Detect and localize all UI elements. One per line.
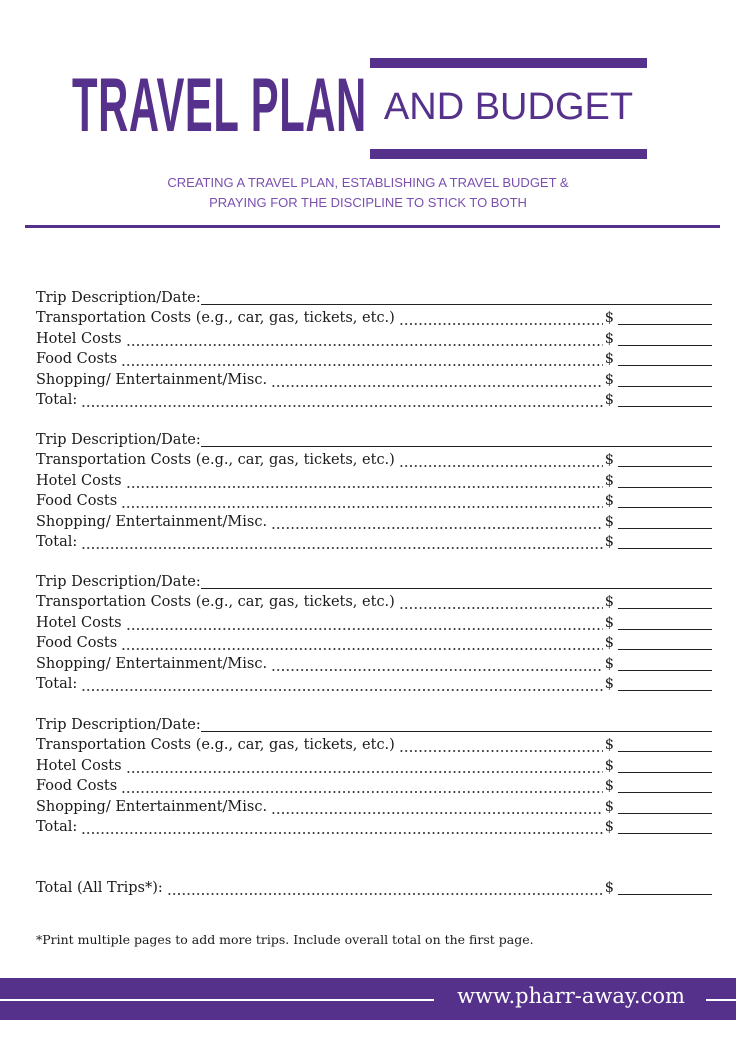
currency-sign: $ [604,594,614,610]
dot-leader [399,735,603,755]
food-costs-amount-field[interactable] [618,492,712,508]
trip-description-label: Trip Description/Date: [36,431,201,448]
subtitle-line-2: PRAYING FOR THE DISCIPLINE TO STICK TO BOTH [209,195,527,210]
transportation-costs-line [36,308,712,329]
currency-sign: $ [604,330,614,347]
food-costs-amount-field[interactable] [618,777,712,793]
dot-leader [121,633,603,653]
currency-sign: $ [604,614,614,631]
dot-leader [126,329,603,349]
food-costs-line [36,491,712,512]
trip-total-label: Total: [36,819,78,835]
trip-total-line [36,674,712,695]
trip-block [36,714,712,837]
trip-description-line [36,571,712,592]
page-title-left: TRAVEL PLAN [72,63,367,148]
food-costs-line [36,776,712,797]
currency-sign: $ [604,371,614,388]
currency-sign: $ [604,819,614,835]
dot-leader [121,349,603,369]
trip-total-amount-field[interactable] [618,533,712,549]
footer-rule-left [0,999,434,1001]
currency-sign: $ [604,472,614,489]
transportation-costs-amount-field[interactable] [618,593,712,609]
trip-total-label: Total: [36,534,78,550]
transportation-costs-amount-field[interactable] [618,451,712,467]
currency-sign: $ [604,757,614,774]
hotel-costs-amount-field[interactable] [618,472,712,488]
dot-leader [271,797,603,817]
food-costs-amount-field[interactable] [618,350,712,366]
dot-leader [271,654,603,674]
transportation-costs-amount-field[interactable] [618,736,712,752]
currency-sign: $ [604,534,614,550]
footer-url[interactable]: www.pharr-away.com [457,984,685,1008]
currency-sign: $ [604,635,614,651]
shopping-entertainment-misc-amount-field[interactable] [618,798,712,814]
food-costs-line [36,633,712,654]
transportation-costs-label: Transportation Costs (e.g., car, gas, tickets, etc.) [36,310,395,326]
currency-sign: $ [604,392,614,408]
dot-leader [126,613,603,633]
currency-sign: $ [604,351,614,367]
shopping-entertainment-misc-amount-field[interactable] [618,513,712,529]
currency-sign: $ [604,310,614,326]
grand-total-section [36,877,712,898]
shopping-entertainment-misc-line [36,653,712,674]
currency-sign: $ [604,513,614,530]
trip-total-label: Total: [36,392,78,408]
dot-leader [81,674,602,694]
title-bar-bottom [370,149,647,159]
dot-leader [399,592,603,612]
hotel-costs-line [36,612,712,633]
food-costs-label: Food Costs [36,635,118,651]
dot-leader [126,471,603,491]
dot-leader [81,390,602,410]
grand-total-line [36,877,712,898]
currency-sign: $ [604,676,614,692]
food-costs-line [36,349,712,370]
hotel-costs-label: Hotel Costs [36,330,122,347]
dot-leader [121,776,603,796]
dot-leader [271,512,603,532]
food-costs-amount-field[interactable] [618,634,712,650]
header-divider [25,225,720,228]
trip-block [36,429,712,552]
hotel-costs-label: Hotel Costs [36,614,122,631]
footnote: *Print multiple pages to add more trips. Include overall total on the first page. [36,932,534,947]
subtitle-line-1: CREATING A TRAVEL PLAN, ESTABLISHING A TRAVEL BUDGET & [167,175,569,190]
dot-leader [81,817,602,837]
trip-description-line [36,287,712,308]
grand-total-amount-field[interactable] [618,879,712,895]
trip-total-label: Total: [36,676,78,692]
hotel-costs-line [36,755,712,776]
transportation-costs-line [36,735,712,756]
currency-sign: $ [604,493,614,509]
shopping-entertainment-misc-amount-field[interactable] [618,655,712,671]
trip-description-label: Trip Description/Date: [36,573,201,590]
trip-block [36,571,712,694]
hotel-costs-label: Hotel Costs [36,757,122,774]
trip-block [36,287,712,410]
shopping-entertainment-misc-label: Shopping/ Entertainment/Misc. [36,655,268,672]
hotel-costs-line [36,470,712,491]
trip-description-field[interactable] [201,716,712,732]
dot-leader [167,878,603,898]
trip-total-amount-field[interactable] [618,391,712,407]
hotel-costs-line [36,328,712,349]
grand-total-label: Total (All Trips*): [36,879,163,896]
dot-leader [271,370,603,390]
hotel-costs-amount-field[interactable] [618,757,712,773]
currency-sign: $ [604,879,614,896]
shopping-entertainment-misc-label: Shopping/ Entertainment/Misc. [36,798,268,815]
currency-sign: $ [604,655,614,672]
transportation-costs-line [36,450,712,471]
trip-total-line [36,532,712,553]
trip-description-line [36,714,712,735]
food-costs-label: Food Costs [36,778,118,794]
currency-sign: $ [604,778,614,794]
hotel-costs-label: Hotel Costs [36,472,122,489]
shopping-entertainment-misc-line [36,796,712,817]
page-title-right: AND BUDGET [383,86,634,128]
trip-description-line [36,429,712,450]
trip-description-label: Trip Description/Date: [36,289,201,306]
trip-description-label: Trip Description/Date: [36,716,201,733]
transportation-costs-label: Transportation Costs (e.g., car, gas, tickets, etc.) [36,452,395,468]
shopping-entertainment-misc-label: Shopping/ Entertainment/Misc. [36,513,268,530]
currency-sign: $ [604,737,614,753]
dot-leader [81,532,602,552]
trip-total-line [36,390,712,411]
shopping-entertainment-misc-label: Shopping/ Entertainment/Misc. [36,371,268,388]
transportation-costs-label: Transportation Costs (e.g., car, gas, tickets, etc.) [36,594,395,610]
footer-rule-right [706,999,736,1001]
trip-total-amount-field[interactable] [618,818,712,834]
subtitle [60,173,676,213]
trip-description-field[interactable] [201,431,712,447]
currency-sign: $ [604,798,614,815]
food-costs-label: Food Costs [36,493,118,509]
dot-leader [399,308,603,328]
trip-description-field[interactable] [201,573,712,589]
dot-leader [121,491,603,511]
trip-total-amount-field[interactable] [618,675,712,691]
transportation-costs-label: Transportation Costs (e.g., car, gas, tickets, etc.) [36,737,395,753]
shopping-entertainment-misc-amount-field[interactable] [618,371,712,387]
currency-sign: $ [604,452,614,468]
dot-leader [126,756,603,776]
hotel-costs-amount-field[interactable] [618,330,712,346]
transportation-costs-amount-field[interactable] [618,309,712,325]
shopping-entertainment-misc-line [36,369,712,390]
trip-description-field[interactable] [201,289,712,305]
dot-leader [399,450,603,470]
transportation-costs-line [36,592,712,613]
food-costs-label: Food Costs [36,351,118,367]
shopping-entertainment-misc-line [36,511,712,532]
title-bar-top [370,58,647,68]
trip-total-line [36,817,712,838]
hotel-costs-amount-field[interactable] [618,614,712,630]
